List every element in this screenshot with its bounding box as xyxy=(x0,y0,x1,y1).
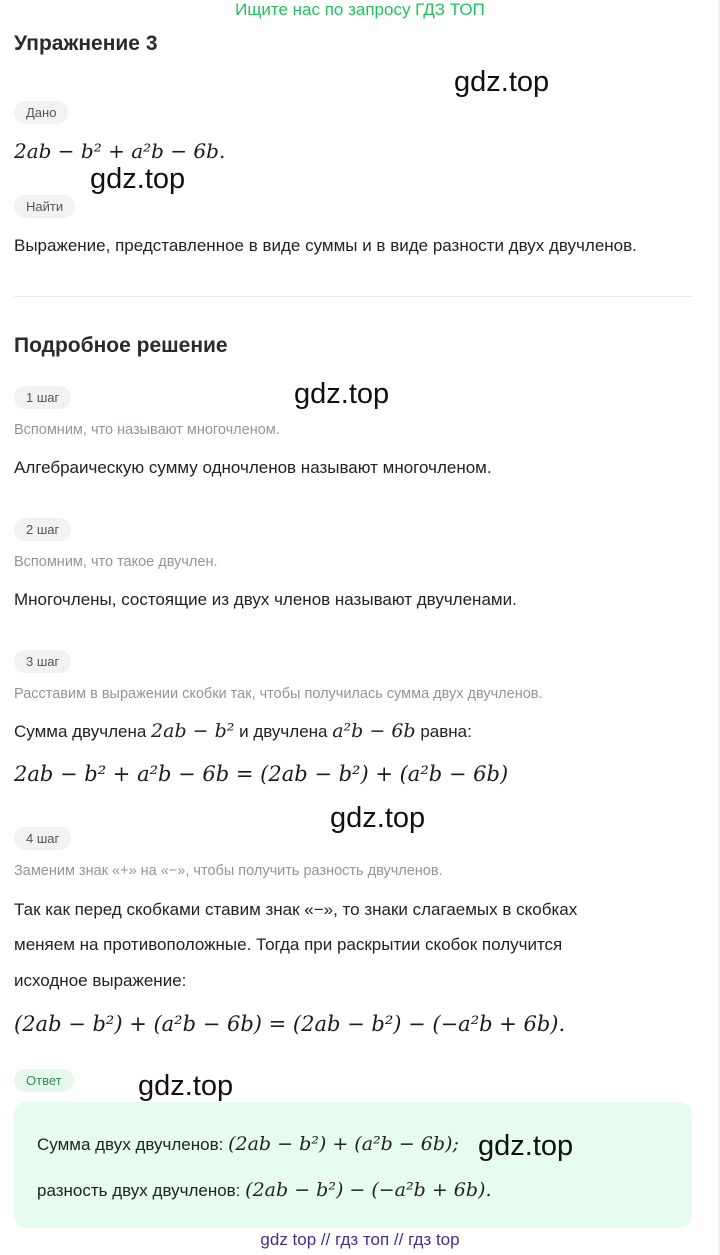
step-2-chip: 2 шаг xyxy=(14,518,71,541)
watermark: gdz.top xyxy=(478,1130,574,1162)
step-3-chip: 3 шаг xyxy=(14,650,71,673)
answer-sum-label: Сумма двух двучленов: xyxy=(37,1135,224,1154)
given-expression: 2ab − b² + a²b − 6b. xyxy=(14,139,226,163)
divider xyxy=(14,296,692,297)
answer-sum-expr: (2ab − b²) + (a²b − 6b); xyxy=(228,1133,459,1155)
step-3-text xyxy=(14,720,472,742)
watermark: gdz.top xyxy=(90,163,186,195)
watermark: gdz.top xyxy=(138,1070,234,1102)
watermark: gdz.top xyxy=(294,378,390,410)
step-3-expr2: a²b − 6b xyxy=(332,720,416,742)
answer-box xyxy=(14,1102,692,1228)
step-3-expr1: 2ab − b² xyxy=(151,720,235,742)
search-banner[interactable]: Ищите нас по запросу ГДЗ ТОП xyxy=(235,0,485,19)
step-3-text-b: и двучлена xyxy=(239,722,328,741)
solution-title: Подробное решение xyxy=(14,334,228,357)
step-2-text: Многочлены, состоящие из двух членов называют двучленами. xyxy=(14,590,517,609)
step-4-line-3: исходное выражение: xyxy=(14,971,187,990)
step-4-chip: 4 шаг xyxy=(14,827,71,850)
step-1-text: Алгебраическую сумму одночленов называют многочленом. xyxy=(14,458,492,477)
watermark: gdz.top xyxy=(454,66,550,98)
step-3-hint: Расставим в выражении скобки так, чтобы получилась сумма двух двучленов. xyxy=(14,686,543,702)
step-3-text-a: Сумма двучлена xyxy=(14,722,147,741)
step-3-text-c: равна: xyxy=(420,722,472,741)
answer-diff-label: разность двух двучленов: xyxy=(37,1181,241,1200)
exercise-title: Упражнение 3 xyxy=(14,32,158,55)
find-chip: Найти xyxy=(14,195,75,218)
given-chip: Дано xyxy=(14,101,68,124)
answer-chip: Ответ xyxy=(14,1069,74,1092)
step-1-chip: 1 шаг xyxy=(14,386,71,409)
step-4-line-1: Так как перед скобками ставим знак «−», то знаки слагаемых в скобках xyxy=(14,900,578,919)
answer-diff-expr: (2ab − b²) − (−a²b + 6b). xyxy=(245,1179,492,1201)
step-1-hint: Вспомним, что называют многочленом. xyxy=(14,422,280,438)
find-text: Выражение, представленное в виде суммы и в виде разности двух двучленов. xyxy=(14,236,637,255)
step-3-equation: 2ab − b² + a²b − 6b = (2ab − b²) + (a²b − 6b) xyxy=(14,762,509,786)
step-4-hint: Заменим знак «+» на «−», чтобы получить разность двучленов. xyxy=(14,863,443,879)
step-2-hint: Вспомним, что такое двучлен. xyxy=(14,554,218,570)
step-4-line-2: меняем на противоположные. Тогда при раскрытии скобок получится xyxy=(14,935,563,954)
step-4-equation: (2ab − b²) + (a²b − 6b) = (2ab − b²) − (−a²b + 6b). xyxy=(14,1012,566,1036)
answer-sum xyxy=(37,1133,459,1155)
watermark: gdz.top xyxy=(330,802,426,834)
footer-links[interactable]: gdz top // гдз топ // гдз top xyxy=(260,1230,460,1249)
answer-diff xyxy=(37,1179,492,1201)
